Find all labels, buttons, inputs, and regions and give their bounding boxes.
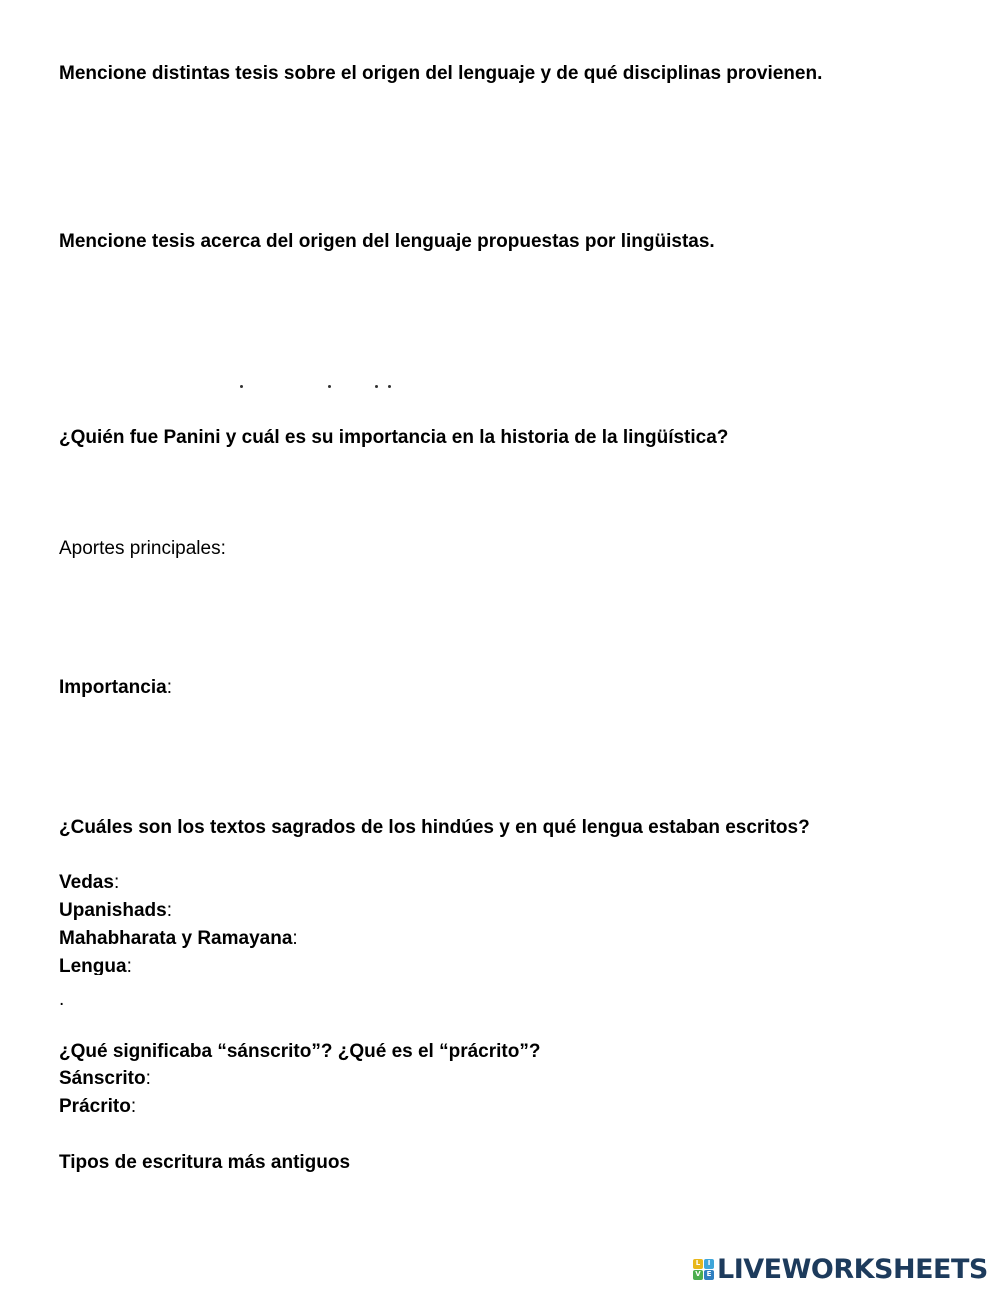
aportes-principales-label: Aportes principales: bbox=[59, 538, 226, 559]
logo-mark-tile: L bbox=[693, 1259, 703, 1269]
lengua-colon: : bbox=[126, 956, 132, 975]
mahabharata-colon: : bbox=[292, 928, 298, 949]
vedas-colon: : bbox=[113, 872, 120, 893]
question-textos-sagrados: ¿Cuáles son los textos sagrados de los hindúes y en qué lengua estaban escritos? bbox=[59, 817, 810, 838]
sanscrito-label: Sánscrito bbox=[59, 1068, 146, 1089]
pracrito-field bbox=[59, 1093, 136, 1121]
question-panini: ¿Quién fue Panini y cuál es su importancia en la historia de la lingüística? bbox=[59, 427, 729, 448]
question-tesis-linguistas: Mencione tesis acerca del origen del lenguaje propuestas por lingüistas. bbox=[59, 231, 715, 252]
question-sanscrito-pracrito: ¿Qué significaba “sánscrito”? ¿Qué es el “prácrito”? bbox=[59, 1041, 541, 1062]
clipped-text-fragment bbox=[230, 383, 400, 389]
pracrito-colon: : bbox=[130, 1096, 137, 1117]
importancia-field bbox=[59, 674, 172, 702]
question-origen-lenguaje-disciplinas: Mencione distintas tesis sobre el origen del lenguaje y de qué disciplinas provienen. bbox=[59, 63, 823, 84]
mahabharata-field bbox=[59, 925, 298, 953]
liveworksheets-logo-text: LIVEWORKSHEETS bbox=[717, 1253, 988, 1285]
upanishads-label: Upanishads bbox=[59, 900, 167, 921]
importancia-label: Importancia bbox=[59, 677, 167, 698]
sanscrito-colon: : bbox=[145, 1068, 151, 1089]
question-tipos-escritura: Tipos de escritura más antiguos bbox=[59, 1152, 351, 1173]
upanishads-field bbox=[59, 897, 172, 925]
lengua-field bbox=[59, 953, 132, 975]
vedas-field bbox=[59, 869, 119, 897]
logo-mark-tile: E bbox=[704, 1270, 714, 1280]
sanscrito-field bbox=[59, 1065, 151, 1093]
logo-mark-tile: V bbox=[693, 1270, 703, 1280]
upanishads-colon: : bbox=[166, 900, 172, 921]
liveworksheets-logo bbox=[693, 1252, 988, 1286]
liveworksheets-logo-icon bbox=[693, 1259, 714, 1280]
logo-mark-tile: I bbox=[704, 1259, 714, 1269]
stray-dot: . bbox=[59, 989, 65, 1010]
lengua-label: Lengua bbox=[59, 956, 127, 975]
pracrito-label: Prácrito bbox=[59, 1096, 131, 1117]
importancia-colon: : bbox=[166, 677, 172, 698]
mahabharata-label: Mahabharata y Ramayana bbox=[59, 928, 293, 949]
vedas-label: Vedas bbox=[59, 872, 114, 893]
